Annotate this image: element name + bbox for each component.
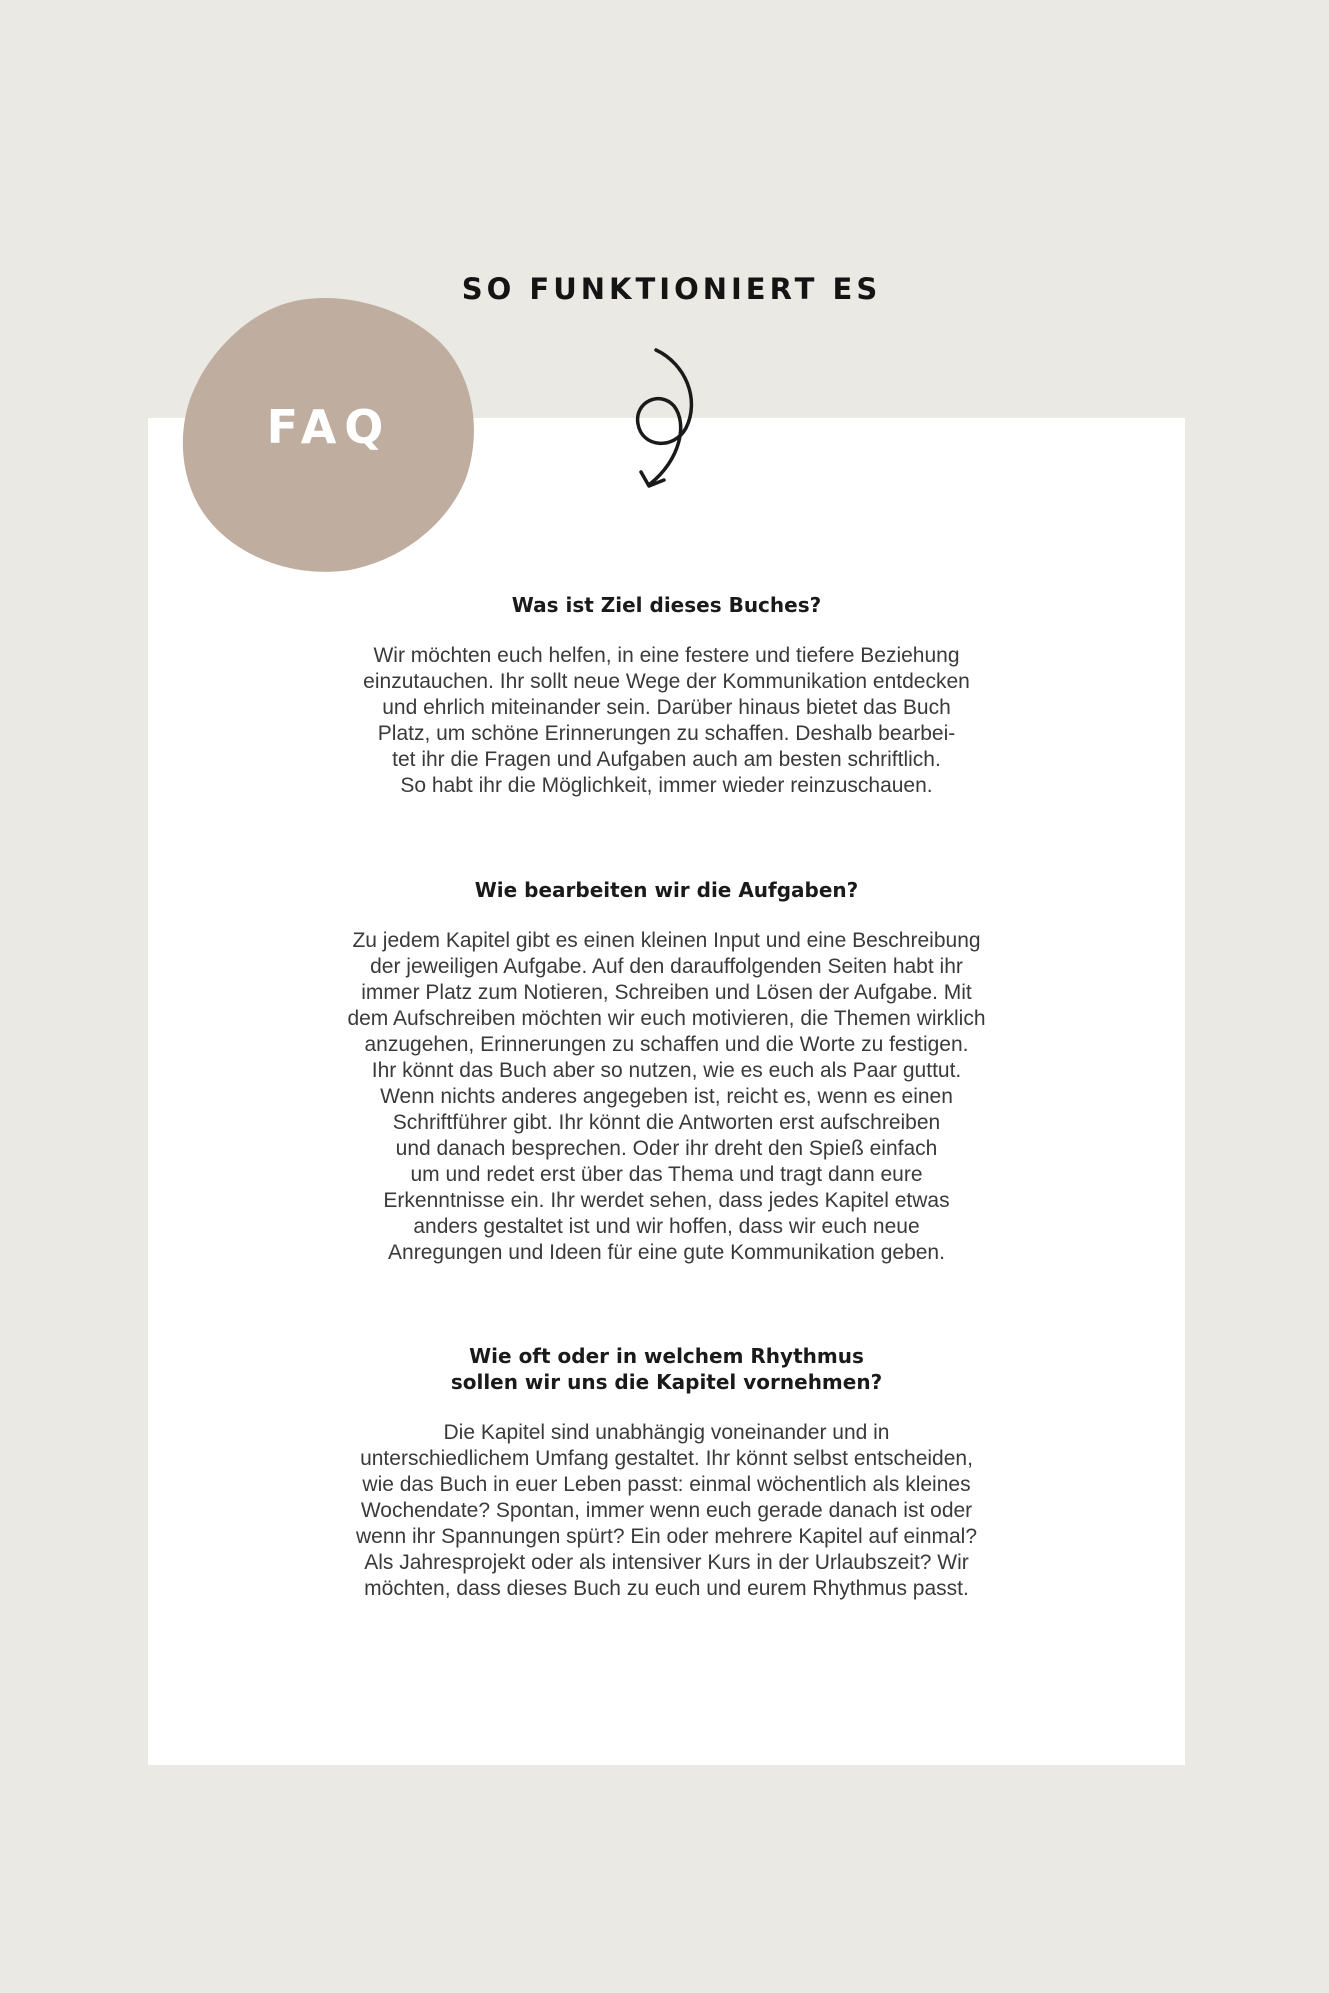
faq-answer: Wir möchten euch helfen, in eine festere und tiefere Beziehung einzutauchen. Ihr sollt neue Wege der Kommunikation entdecken und ehrlich miteinander sein. Darüber hinaus bietet das Buch Platz, um schöne Erinnerungen zu schaffen. Deshalb bearbei- tet ihr die Fragen und Aufgaben auch am besten schriftlich. So habt ihr die Möglichkeit, immer wieder reinzuschauen. xyxy=(363,644,970,797)
faq-question: Wie bearbeiten wir die Aufgaben? xyxy=(474,878,859,902)
faq-item-goal xyxy=(148,592,1185,799)
curly-arrow-down-icon xyxy=(626,344,706,492)
faq-badge-label: FAQ xyxy=(266,400,392,454)
faq-question: Was ist Ziel dieses Buches? xyxy=(511,593,822,617)
page-title: SO FUNKTIONIERT ES xyxy=(461,272,882,306)
faq-answer: Zu jedem Kapitel gibt es einen kleinen Input und eine Beschreibung der jeweiligen Aufgabe. Auf den darauffolgenden Seiten habt ihr immer Platz zum Notieren, Schreiben und Lösen der Aufgabe. Mit dem Aufschreiben möchten wir euch motivieren, die Themen wirklich anzugehen, Erinnerungen zu schaffen und die Worte zu festigen. Ihr könnt das Buch aber so nutzen, wie es euch als Paar guttut. Wenn nichts anderes angegeben ist, reicht es, wenn es einen Schriftführer gibt. Ihr könnt die Antworten erst aufschreiben und danach besprechen. Oder ihr dreht den Spieß einfach um und redet erst über das Thema und tragt dann eure Erkenntnisse ein. Ihr werdet sehen, dass jedes Kapitel etwas anders gestaltet ist und wir hoffen, dass wir euch neue Anregungen und Ideen für eine gute Kommunikation geben. xyxy=(347,929,986,1264)
faq-item-rhythm xyxy=(148,1343,1185,1602)
faq-item-tasks xyxy=(148,877,1185,1266)
faq-question: Wie oft oder in welchem Rhythmus sollen wir uns die Kapitel vornehmen? xyxy=(450,1344,883,1394)
faq-answer: Die Kapitel sind unabhängig voneinander und in unterschiedlichem Umfang gestaltet. Ihr könnt selbst entscheiden, wie das Buch in euer Leben passt: einmal wöchentlich als kleines Wochendate? Spontan, immer wenn euch gerade danach ist oder wenn ihr Spannungen spürt? Ein oder mehrere Kapitel auf einmal? Als Jahresprojekt oder als intensiver Kurs in der Urlaubszeit? Wir möchten, dass dieses Buch zu euch und eurem Rhythmus passt. xyxy=(355,1421,978,1600)
